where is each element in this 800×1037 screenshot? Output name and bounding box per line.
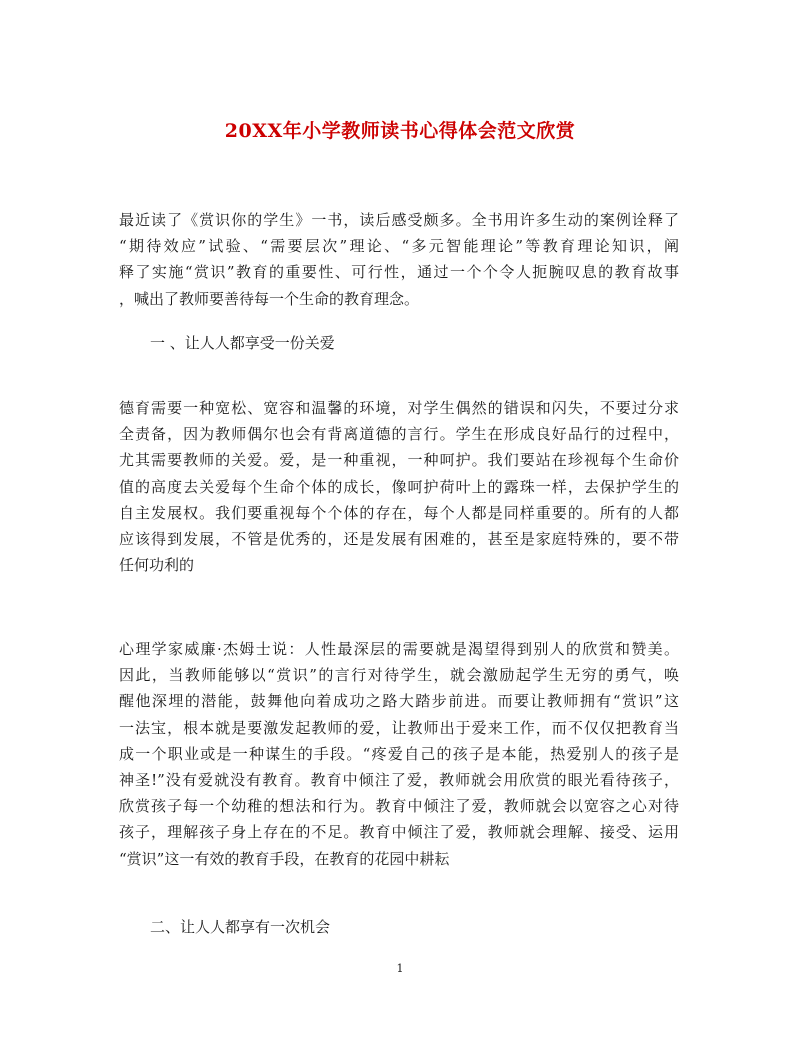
paragraph-line: 一法宝，根本就是要激发起教师的爱，让教师出于爱来工作，而不仅仅把教育当 xyxy=(119,718,679,737)
paragraph-line: 因此，当教师能够以“赏识”的言行对待学生，就会激励起学生无穷的勇气，唤 xyxy=(119,666,679,685)
paragraph-line: “期待效应”试验、“需要层次”理论、“多元智能理论”等教育理论知识，阐 xyxy=(119,237,679,256)
page-number: 1 xyxy=(396,962,404,975)
paragraph-line: 全责备，因为教师偶尔也会有背离道德的言行。学生在形成良好品行的过程中， xyxy=(119,425,679,444)
paragraph-line: “赏识”这一有效的教育手段，在教育的花园中耕耘 xyxy=(119,849,450,868)
paragraph-line: 心理学家威廉·杰姆士说：人性最深层的需要就是渴望得到别人的欣赏和赞美。 xyxy=(119,640,679,658)
section2-paragraph xyxy=(119,636,679,872)
paragraph-line: 神圣!”没有爱就没有教育。教育中倾注了爱，教师就会用欣赏的眼光看待孩子， xyxy=(119,770,679,789)
document-title: 20XX年小学教师读书心得体会范文欣赏 xyxy=(224,120,576,142)
section-heading-2: 二、让人人都享有一次机会 xyxy=(150,918,331,936)
section-heading-1: 一 、让人人都享受一份关爱 xyxy=(150,334,335,352)
paragraph-line: 孩子，理解孩子身上存在的不足。教育中倾注了爱，教师就会理解、接受、运用 xyxy=(119,823,679,842)
paragraph-line: 尤其需要教师的关爱。爱，是一种重视，一种呵护。我们要站在珍视每个生命价 xyxy=(119,451,679,470)
paragraph-line: 醒他深埋的潜能，鼓舞他向着成功之路大踏步前进。而要让教师拥有“赏识”这 xyxy=(119,692,679,711)
intro-paragraph xyxy=(119,207,679,312)
paragraph-line: 应该得到发展，不管是优秀的，还是发展有困难的，甚至是家庭特殊的，要不带 xyxy=(119,529,679,548)
section1-paragraph xyxy=(119,395,679,578)
paragraph-line: 释了实施“赏识”教育的重要性、可行性，通过一个个令人扼腕叹息的教育故事 xyxy=(119,263,679,282)
paragraph-line: 成一个职业或是一种谋生的手段。“疼爱自己的孩子是本能，热爱别人的孩子是 xyxy=(119,744,679,763)
paragraph-line: 德育需要一种宽松、宽容和温馨的环境，对学生偶然的错误和闪失，不要过分求 xyxy=(119,399,679,417)
paragraph-line: 值的高度去关爱每个生命个体的成长，像呵护荷叶上的露珠一样，去保护学生的 xyxy=(119,477,679,496)
paragraph-line: ，喊出了教师要善待每一个生命的教育理念。 xyxy=(119,289,420,308)
paragraph-line: 任何功利的 xyxy=(119,556,195,575)
paragraph-line: 最近读了《赏识你的学生》一书，读后感受颇多。全书用许多生动的案例诠释了 xyxy=(119,211,679,229)
paragraph-line: 欣赏孩子每一个幼稚的想法和行为。教育中倾注了爱，教师就会以宽容之心对待 xyxy=(119,797,679,816)
paragraph-line: 自主发展权。我们要重视每个个体的存在，每个人都是同样重要的。所有的人都 xyxy=(119,503,679,522)
